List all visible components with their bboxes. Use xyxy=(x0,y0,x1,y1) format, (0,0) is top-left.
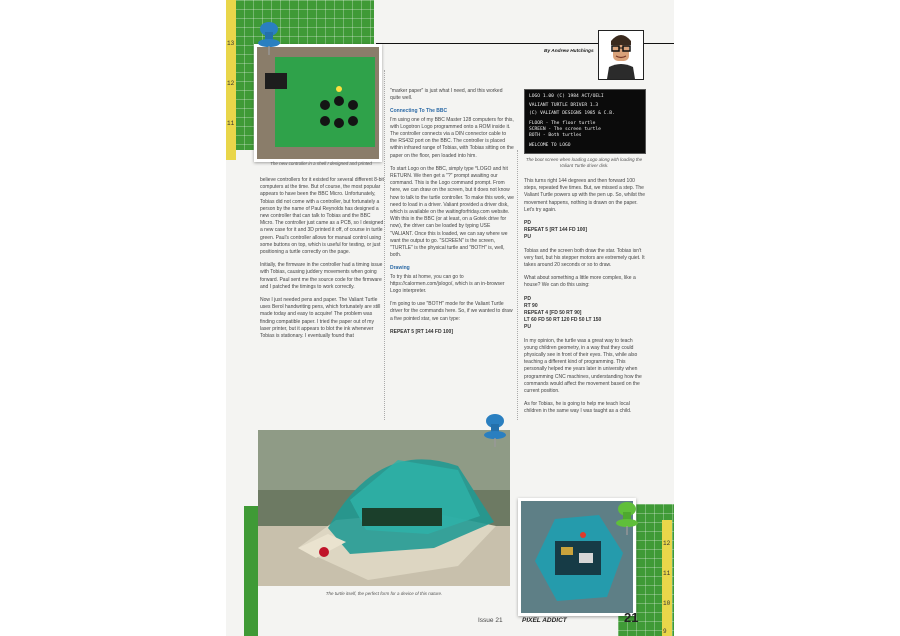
pushpin-icon xyxy=(482,412,508,448)
code-line: REPEAT 5 [RT 144 FD 100] xyxy=(524,227,587,234)
screen-line-5: SCREEN - The screen turtle xyxy=(529,127,601,132)
screen-line-3: (C) VALIANT DESIGNS 1985 & C.B. xyxy=(529,111,615,116)
paragraph: "marker paper" is just what I need, and this worked quite well. xyxy=(390,88,503,102)
paragraph: To try this at home, you can go to https://calormen.com/jslogo/, which is an in-browser Logo interpreter. xyxy=(390,273,505,295)
ruler-left: 13 12 11 xyxy=(226,0,236,160)
paragraph: As for Tobias, he is going to help me teach local children in the same way I was taught as a child. xyxy=(524,401,632,415)
screen-line-4: FLOOR - The floor turtle xyxy=(529,121,596,126)
code-line: RT 90 xyxy=(524,302,538,309)
magazine-page xyxy=(226,0,674,636)
paragraph: In my opinion, the turtle was a great way to teach young children geometry, in a way that they could physically see in front of their eyes. This, while also teaching a different kind of programming. This personally helped me years later in university when programming CNC machines, understanding how the commands would affect the movement based on the current position. xyxy=(524,337,642,395)
code-line: PU xyxy=(524,234,531,241)
paragraph: Initially, the firmware in the controller had a timing issue with Tobias, causing juddery movements when going forward. Paul sent me the source code for the firmware and I patched the timings to work correctly. xyxy=(260,262,383,290)
screen-line-7: WELCOME TO LOGO xyxy=(529,143,571,148)
code-line: REPEAT 4 [FD 50 RT 90] xyxy=(524,310,582,317)
header-rule xyxy=(376,43,598,44)
code-line: PD xyxy=(524,220,531,227)
paragraph: Tobias and the screen both draw the star. Tobias isn't very fast, but his stepper motors are extremely quiet. It takes around 20 seconds or so to draw. xyxy=(524,247,645,269)
column-divider xyxy=(384,70,385,420)
page-number: 21 xyxy=(624,610,639,625)
code-line: PD xyxy=(524,295,531,302)
caption-screen: The boot screen when loading Logo along with loading the Valiant Turtle driver disk. xyxy=(525,157,643,168)
article-column-3 xyxy=(524,178,646,422)
paragraph: believe controllers for it existed for several different 8-bit computers at the time. But of course, the most popular appears to have been the BBC Micro. Unfortunately, Tobias did not come with a controller, but fortunately a person by the name of Paul Reynolds has designed a new controller that can talk to Tobias and the BBC Micro. The controller just came as a PCB, so I designed a new case for it and 3D printed it off, of course in turtle green. Paul's controller allows for manual control using some buttons on top, which is useful for testing, or just positioning a turtle correctly on the page. xyxy=(260,177,384,256)
paragraph: What about something a little more complex, like a house? We can do this using: xyxy=(524,275,636,289)
section-heading: Drawing xyxy=(390,265,410,272)
issue-number: Issue 21 xyxy=(478,617,503,624)
paragraph: I'm going to use "BOTH" mode for the Valiant Turtle driver for the commands here. So, if we wanted to draw a five pointed star, we can type: xyxy=(390,301,513,322)
boot-screen-photo xyxy=(524,89,646,154)
caption-controller: The new controller in a shell I designed and printed xyxy=(270,161,372,166)
byline: By Andrew Hutchings xyxy=(544,49,594,54)
controller-photo xyxy=(254,44,382,162)
code-line: REPEAT 5 [RT 144 FD 100] xyxy=(390,328,453,335)
author-avatar xyxy=(598,30,644,80)
magazine-name: PIXEL ADDICT xyxy=(522,617,567,624)
pushpin-icon xyxy=(256,20,282,56)
cutting-mat-bottom-left xyxy=(244,506,258,636)
code-line: PU xyxy=(524,324,531,331)
screen-line-1: LOGO 1.00 (C) 1984 ACT/OELI xyxy=(529,94,604,99)
screen-line-2: VALIANT TURTLE DRIVER 1.3 xyxy=(529,103,599,108)
article-column-1 xyxy=(260,177,384,346)
paragraph: I'm using one of my BBC Master 128 computers for this, with Logotron Logo programmed onto a ROM inside it. The controller connects via a DIN connector cable to the RS432 port on the BBC. The controller is placed within infrared range of Tobias, with Tobias sitting on the paper on the floor, pen loaded into him. xyxy=(390,116,514,159)
caption-turtle: The turtle itself, the perfect form for a device of this nature. xyxy=(325,591,443,596)
header-rule-right xyxy=(644,43,674,44)
paragraph: This turns right 144 degrees and then forward 100 steps, repeated five times. But, we missed a step. The Valiant Turtle powers up with the pen up. So, whilst the movement happens, nothing is drawn on the paper. Let's try again. xyxy=(524,178,646,213)
screen-line-6: BOTH - Both turtles xyxy=(529,133,582,138)
paragraph: To start Logo on the BBC, simply type *LOGO and hit RETURN. We then get a "?" prompt awaiting our command. This is the Logo command prompt. From here, we can draw on the screen, but it does not know how to talk to the turtle controller. To make this work, we need to load in a driver. Valiant provided a driver disk, which is available on the waitingforfriday.com website. With this in the BBC (or at least, on a Gotek drive for now), the driver can be loaded by typing USE "VALIANT. Once this is loaded, we can say where we want the output to go. "SCREEN" is the screen, "TURTLE" is the physical turtle and "BOTH" is, well, both. xyxy=(390,165,514,259)
turtle-photo xyxy=(258,430,510,586)
pushpin-icon xyxy=(614,500,640,536)
section-heading: Connecting To The BBC xyxy=(390,108,448,115)
column-divider xyxy=(517,150,518,420)
paragraph: Now I just needed pens and paper. The Valiant Turtle uses Berol handwriting pens, which fortunately are still made today and easy to acquire! The problem was finding compatible paper. I tried the paper out of my laser printer, but it appears to blot the ink whenever Tobias is stationary. I eventually found that xyxy=(260,297,381,340)
code-line: LT 60 FD 50 RT 120 FD 50 LT 150 xyxy=(524,317,602,324)
ruler-right: 12 11 10 9 xyxy=(662,520,672,636)
article-column-2 xyxy=(390,88,514,342)
